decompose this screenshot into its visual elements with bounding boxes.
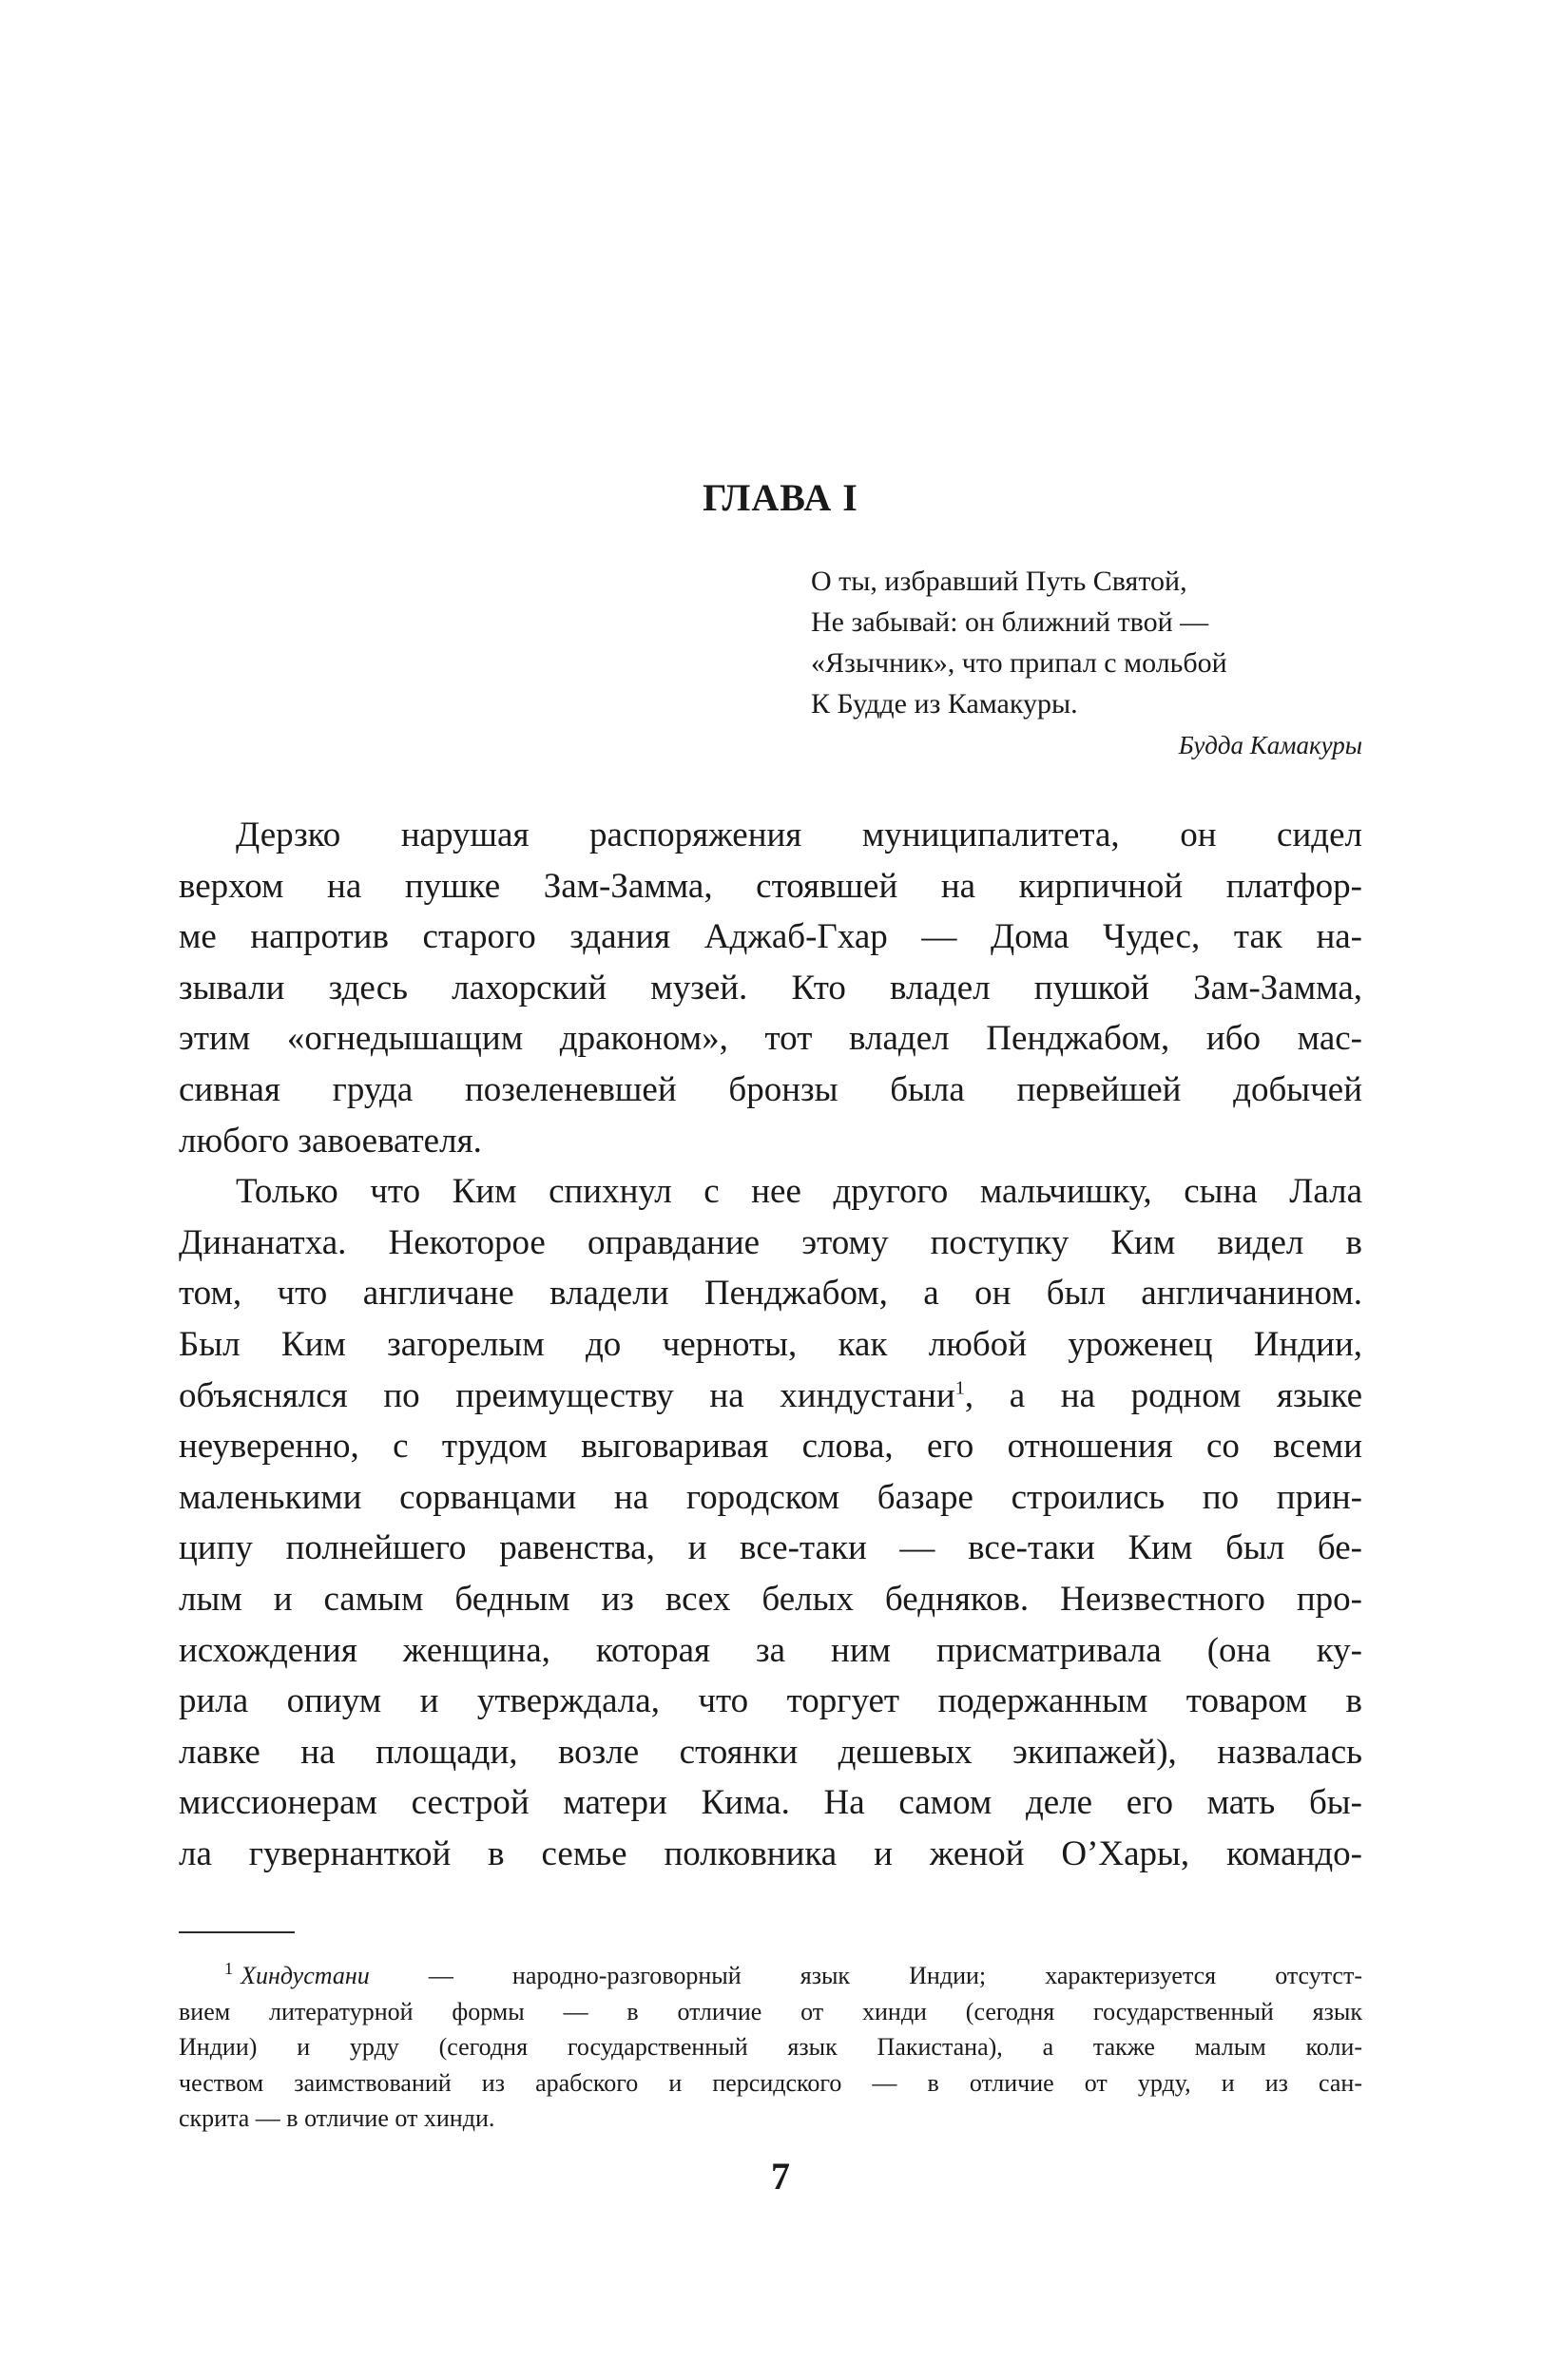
main-text <box>179 810 1362 1879</box>
paragraph-2 <box>179 1166 1362 1879</box>
text-line: неуверенно, с трудом выговаривая слова, его отношения со всеми <box>179 1427 1362 1467</box>
text-segment: объяснялся по преимуществу на хиндустани <box>179 1375 955 1415</box>
epigraph-line: Не забывай: он ближний твой — <box>811 606 1209 638</box>
text-segment: , а на родном языке <box>964 1375 1362 1415</box>
footnote-term: Хиндустани <box>241 1962 370 1989</box>
text-line: этим «огнедышащим драконом», тот владел Пенджабом, ибо мас- <box>179 1019 1362 1059</box>
text-line: любого завоевателя. <box>179 1121 482 1161</box>
footnote-marker: 1 <box>224 1959 234 1979</box>
footnote-line <box>179 1958 1362 1994</box>
footnote <box>179 1958 1362 2137</box>
footnote-reference[interactable]: 1 <box>954 1377 965 1399</box>
text-line: миссионерам сестрой матери Кима. На самом деле его мать бы- <box>179 1783 1362 1823</box>
text-line: маленькими сорванцами на городском базаре строились по прин- <box>179 1477 1362 1517</box>
text-line: сивная груда позеленевшей бронзы была первейшей добычей <box>179 1069 1362 1109</box>
epigraph-attribution: Будда Камакуры <box>1178 731 1362 759</box>
page-number: 7 <box>771 2155 790 2198</box>
text-line: Был Ким загорелым до черноты, как любой уроженец Индии, <box>179 1324 1362 1364</box>
footnote-line: чеством заимствований из арабского и персидского — в отличие от урду, и из сан- <box>179 2068 1362 2097</box>
footnote-line: вием литературной формы — в отличие от хинди (сегодня государственный язык <box>179 1997 1362 2025</box>
text-line: зывали здесь лахорский музей. Кто владел пушкой Зам-Замма, <box>179 968 1362 1008</box>
text-line: рила опиум и утверждала, что торгует подержанным товаром в <box>179 1681 1362 1721</box>
epigraph-line: «Язычник», что припал с мольбой <box>811 647 1227 679</box>
footnote-line: Индии) и урду (сегодня государственный язык Пакистана), а также малым коли- <box>179 2033 1362 2061</box>
footnote-text: — народно-разговорный язык Индии; характеризуется отсутст- <box>369 1962 1362 1989</box>
text-line: верхом на пушке Зам-Замма, стоявшей на кирпичной платфор- <box>179 866 1362 906</box>
text-line: Динанатха. Некоторое оправдание этому поступку Ким видел в <box>179 1222 1362 1262</box>
text-line: исхождения женщина, которая за ним присматривала (она ку- <box>179 1630 1362 1670</box>
text-line: том, что англичане владели Пенджабом, а он был англичанином. <box>179 1274 1362 1314</box>
epigraph-line: К Будде из Камакуры. <box>811 688 1078 720</box>
text-line: ла гувернанткой в семье полковника и женой О’Хары, командо- <box>179 1833 1362 1873</box>
text-line-with-footnote <box>179 1371 1362 1422</box>
footnote-line: скрита — в отличие от хинди. <box>179 2104 495 2132</box>
footnote-divider <box>179 1931 295 1933</box>
chapter-title: ГЛАВА I <box>703 476 858 519</box>
epigraph-line: О ты, избравший Путь Святой, <box>811 566 1187 597</box>
text-line: ме напротив старого здания Аджаб-Гхар — Дома Чудес, так на- <box>179 917 1362 957</box>
text-line: Дерзко нарушая распоряжения муниципалитета, он сидел <box>236 816 1362 854</box>
text-line: лавке на площади, возле стоянки дешевых экипажей), назвалась <box>179 1732 1362 1772</box>
text-line: ципу полнейшего равенства, и все-таки — все-таки Ким был бе- <box>179 1528 1362 1568</box>
paragraph-1 <box>179 810 1362 1166</box>
epigraph <box>811 561 1362 764</box>
text-line: лым и самым бедным из всех белых бедняков. Неизвестного про- <box>179 1579 1362 1619</box>
text-line: Только что Ким спихнул с нее другого мальчишку, сына Лала <box>236 1172 1362 1212</box>
